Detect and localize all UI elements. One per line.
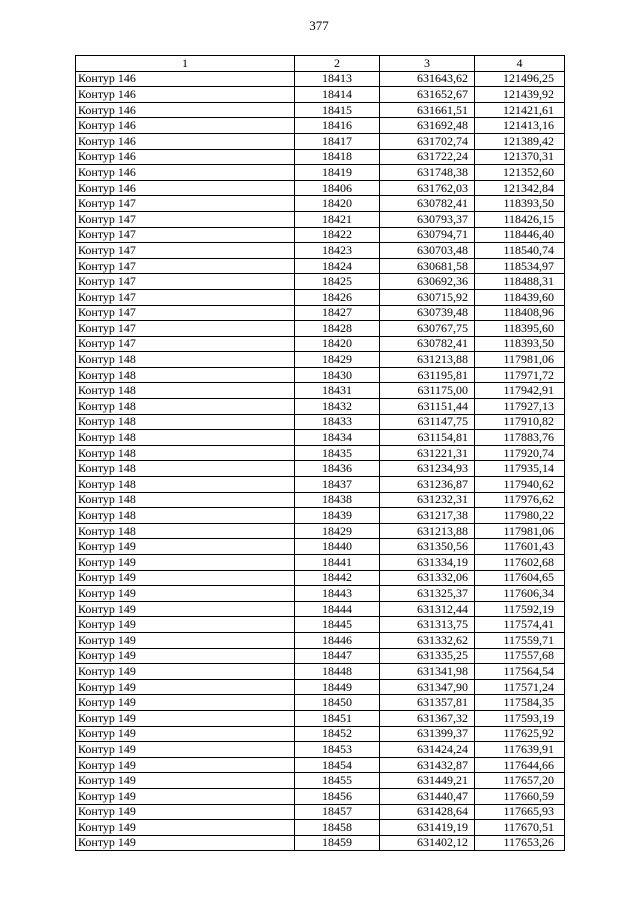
contour-name-cell: Контур 147: [76, 289, 295, 305]
point-number-cell: 18442: [295, 570, 380, 586]
table-row: [76, 477, 565, 493]
table-row: [76, 321, 565, 337]
x-coordinate-cell: 631213,88: [380, 523, 475, 539]
table-row: [76, 523, 565, 539]
x-coordinate-cell: 631147,75: [380, 414, 475, 430]
x-coordinate-cell: 631332,62: [380, 632, 475, 648]
table-row: [76, 243, 565, 259]
contour-name-cell: Контур 148: [76, 477, 295, 493]
x-coordinate-cell: 631440,47: [380, 788, 475, 804]
table-row: [76, 461, 565, 477]
table-row: [76, 87, 565, 103]
x-coordinate-cell: 631702,74: [380, 133, 475, 149]
x-coordinate-cell: 631154,81: [380, 430, 475, 446]
table-row: [76, 274, 565, 290]
contour-name-cell: Контур 148: [76, 414, 295, 430]
contour-name-cell: Контур 148: [76, 508, 295, 524]
table-row: [76, 835, 565, 851]
point-number-cell: 18431: [295, 383, 380, 399]
x-coordinate-cell: 631419,19: [380, 820, 475, 836]
x-coordinate-cell: 631643,62: [380, 71, 475, 87]
point-number-cell: 18444: [295, 601, 380, 617]
contour-name-cell: Контур 148: [76, 367, 295, 383]
table-row: [76, 679, 565, 695]
contour-name-cell: Контур 149: [76, 679, 295, 695]
x-coordinate-cell: 631399,37: [380, 726, 475, 742]
y-coordinate-cell: 117564,54: [475, 664, 565, 680]
point-number-cell: 18459: [295, 835, 380, 851]
point-number-cell: 18424: [295, 258, 380, 274]
table-row: [76, 180, 565, 196]
x-coordinate-cell: 631661,51: [380, 102, 475, 118]
x-coordinate-cell: 631424,24: [380, 742, 475, 758]
contour-name-cell: Контур 149: [76, 695, 295, 711]
point-number-cell: 18456: [295, 788, 380, 804]
y-coordinate-cell: 118393,50: [475, 336, 565, 352]
point-number-cell: 18420: [295, 196, 380, 212]
point-number-cell: 18420: [295, 336, 380, 352]
contour-name-cell: Контур 149: [76, 586, 295, 602]
y-coordinate-cell: 121439,92: [475, 87, 565, 103]
x-coordinate-cell: 630793,37: [380, 211, 475, 227]
table-row: [76, 414, 565, 430]
y-coordinate-cell: 118446,40: [475, 227, 565, 243]
contour-name-cell: Контур 149: [76, 835, 295, 851]
contour-name-cell: Контур 149: [76, 742, 295, 758]
contour-name-cell: Контур 149: [76, 648, 295, 664]
y-coordinate-cell: 117559,71: [475, 632, 565, 648]
contour-name-cell: Контур 149: [76, 570, 295, 586]
x-coordinate-cell: 631151,44: [380, 399, 475, 415]
y-coordinate-cell: 117981,06: [475, 352, 565, 368]
y-coordinate-cell: 117935,14: [475, 461, 565, 477]
y-coordinate-cell: 117604,65: [475, 570, 565, 586]
table-row: [76, 305, 565, 321]
contour-name-cell: Контур 149: [76, 601, 295, 617]
table-row: [76, 788, 565, 804]
table-row: [76, 726, 565, 742]
column-header-2: 2: [295, 56, 380, 72]
y-coordinate-cell: 117940,62: [475, 477, 565, 493]
contour-name-cell: Контур 148: [76, 383, 295, 399]
y-coordinate-cell: 117593,19: [475, 710, 565, 726]
point-number-cell: 18406: [295, 180, 380, 196]
y-coordinate-cell: 117980,22: [475, 508, 565, 524]
table-row: [76, 289, 565, 305]
y-coordinate-cell: 121352,60: [475, 165, 565, 181]
point-number-cell: 18458: [295, 820, 380, 836]
point-number-cell: 18454: [295, 757, 380, 773]
x-coordinate-cell: 630692,36: [380, 274, 475, 290]
point-number-cell: 18426: [295, 289, 380, 305]
point-number-cell: 18436: [295, 461, 380, 477]
table-row: [76, 601, 565, 617]
contour-name-cell: Контур 147: [76, 227, 295, 243]
point-number-cell: 18427: [295, 305, 380, 321]
contour-name-cell: Контур 149: [76, 788, 295, 804]
point-number-cell: 18428: [295, 321, 380, 337]
point-number-cell: 18449: [295, 679, 380, 695]
point-number-cell: 18430: [295, 367, 380, 383]
table-row: [76, 211, 565, 227]
contour-name-cell: Контур 147: [76, 211, 295, 227]
x-coordinate-cell: 630681,58: [380, 258, 475, 274]
y-coordinate-cell: 117942,91: [475, 383, 565, 399]
point-number-cell: 18443: [295, 586, 380, 602]
contour-name-cell: Контур 148: [76, 492, 295, 508]
point-number-cell: 18425: [295, 274, 380, 290]
contour-name-cell: Контур 149: [76, 664, 295, 680]
y-coordinate-cell: 117601,43: [475, 539, 565, 555]
point-number-cell: 18419: [295, 165, 380, 181]
table-row: [76, 664, 565, 680]
y-coordinate-cell: 118395,60: [475, 321, 565, 337]
table-header-row: [76, 56, 565, 72]
y-coordinate-cell: 121421,61: [475, 102, 565, 118]
y-coordinate-cell: 117981,06: [475, 523, 565, 539]
table-row: [76, 196, 565, 212]
point-number-cell: 18429: [295, 352, 380, 368]
point-number-cell: 18433: [295, 414, 380, 430]
x-coordinate-cell: 631432,87: [380, 757, 475, 773]
point-number-cell: 18447: [295, 648, 380, 664]
contour-name-cell: Контур 148: [76, 430, 295, 446]
contour-name-cell: Контур 148: [76, 399, 295, 415]
x-coordinate-cell: 631232,31: [380, 492, 475, 508]
contour-name-cell: Контур 148: [76, 461, 295, 477]
x-coordinate-cell: 630794,71: [380, 227, 475, 243]
x-coordinate-cell: 631402,12: [380, 835, 475, 851]
contour-name-cell: Контур 148: [76, 352, 295, 368]
x-coordinate-cell: 631325,37: [380, 586, 475, 602]
point-number-cell: 18432: [295, 399, 380, 415]
contour-name-cell: Контур 147: [76, 305, 295, 321]
y-coordinate-cell: 117660,59: [475, 788, 565, 804]
contour-name-cell: Контур 149: [76, 820, 295, 836]
y-coordinate-cell: 118534,97: [475, 258, 565, 274]
contour-name-cell: Контур 147: [76, 196, 295, 212]
y-coordinate-cell: 121370,31: [475, 149, 565, 165]
table-row: [76, 539, 565, 555]
table-header: [76, 56, 565, 72]
y-coordinate-cell: 117653,26: [475, 835, 565, 851]
table-row: [76, 820, 565, 836]
point-number-cell: 18413: [295, 71, 380, 87]
contour-name-cell: Контур 146: [76, 87, 295, 103]
y-coordinate-cell: 117574,41: [475, 617, 565, 633]
y-coordinate-cell: 117644,66: [475, 757, 565, 773]
y-coordinate-cell: 118488,31: [475, 274, 565, 290]
point-number-cell: 18437: [295, 477, 380, 493]
point-number-cell: 18417: [295, 133, 380, 149]
y-coordinate-cell: 117910,82: [475, 414, 565, 430]
contour-name-cell: Контур 147: [76, 243, 295, 259]
table-row: [76, 399, 565, 415]
contour-name-cell: Контур 146: [76, 133, 295, 149]
x-coordinate-cell: 631341,98: [380, 664, 475, 680]
contour-name-cell: Контур 146: [76, 149, 295, 165]
table-row: [76, 695, 565, 711]
table-row: [76, 710, 565, 726]
contour-name-cell: Контур 147: [76, 258, 295, 274]
table-row: [76, 258, 565, 274]
x-coordinate-cell: 631722,24: [380, 149, 475, 165]
x-coordinate-cell: 631367,32: [380, 710, 475, 726]
y-coordinate-cell: 117670,51: [475, 820, 565, 836]
contour-name-cell: Контур 149: [76, 632, 295, 648]
table-row: [76, 617, 565, 633]
y-coordinate-cell: 118408,96: [475, 305, 565, 321]
y-coordinate-cell: 121389,42: [475, 133, 565, 149]
x-coordinate-cell: 631652,67: [380, 87, 475, 103]
table-row: [76, 445, 565, 461]
x-coordinate-cell: 630782,41: [380, 196, 475, 212]
table-row: [76, 804, 565, 820]
point-number-cell: 18446: [295, 632, 380, 648]
contour-name-cell: Контур 148: [76, 445, 295, 461]
contour-name-cell: Контур 149: [76, 804, 295, 820]
table-row: [76, 648, 565, 664]
point-number-cell: 18452: [295, 726, 380, 742]
y-coordinate-cell: 121496,25: [475, 71, 565, 87]
table-row: [76, 352, 565, 368]
x-coordinate-cell: 631748,38: [380, 165, 475, 181]
table-body: [76, 71, 565, 851]
x-coordinate-cell: 630782,41: [380, 336, 475, 352]
table-row: [76, 336, 565, 352]
point-number-cell: 18450: [295, 695, 380, 711]
y-coordinate-cell: 117883,76: [475, 430, 565, 446]
x-coordinate-cell: 631428,64: [380, 804, 475, 820]
contour-name-cell: Контур 146: [76, 118, 295, 134]
table-row: [76, 71, 565, 87]
table-row: [76, 165, 565, 181]
contour-name-cell: Контур 149: [76, 726, 295, 742]
x-coordinate-cell: 631350,56: [380, 539, 475, 555]
contour-name-cell: Контур 147: [76, 336, 295, 352]
x-coordinate-cell: 631234,93: [380, 461, 475, 477]
y-coordinate-cell: 117665,93: [475, 804, 565, 820]
x-coordinate-cell: 631312,44: [380, 601, 475, 617]
contour-name-cell: Контур 149: [76, 617, 295, 633]
table-row: [76, 492, 565, 508]
x-coordinate-cell: 631313,75: [380, 617, 475, 633]
point-number-cell: 18457: [295, 804, 380, 820]
x-coordinate-cell: 631195,81: [380, 367, 475, 383]
y-coordinate-cell: 118439,60: [475, 289, 565, 305]
coordinates-table: [75, 55, 565, 851]
x-coordinate-cell: 631449,21: [380, 773, 475, 789]
point-number-cell: 18453: [295, 742, 380, 758]
table-row: [76, 742, 565, 758]
table-row: [76, 133, 565, 149]
contour-name-cell: Контур 146: [76, 102, 295, 118]
x-coordinate-cell: 630739,48: [380, 305, 475, 321]
x-coordinate-cell: 631347,90: [380, 679, 475, 695]
table-row: [76, 367, 565, 383]
table-row: [76, 586, 565, 602]
point-number-cell: 18451: [295, 710, 380, 726]
x-coordinate-cell: 631334,19: [380, 555, 475, 571]
y-coordinate-cell: 117602,68: [475, 555, 565, 571]
y-coordinate-cell: 117927,13: [475, 399, 565, 415]
y-coordinate-cell: 117971,72: [475, 367, 565, 383]
y-coordinate-cell: 118426,15: [475, 211, 565, 227]
y-coordinate-cell: 117592,19: [475, 601, 565, 617]
y-coordinate-cell: 117657,20: [475, 773, 565, 789]
table-row: [76, 773, 565, 789]
point-number-cell: 18416: [295, 118, 380, 134]
y-coordinate-cell: 117625,92: [475, 726, 565, 742]
x-coordinate-cell: 630767,75: [380, 321, 475, 337]
table-row: [76, 570, 565, 586]
contour-name-cell: Контур 146: [76, 71, 295, 87]
contour-name-cell: Контур 146: [76, 180, 295, 196]
point-number-cell: 18440: [295, 539, 380, 555]
point-number-cell: 18445: [295, 617, 380, 633]
x-coordinate-cell: 630715,92: [380, 289, 475, 305]
table-row: [76, 102, 565, 118]
point-number-cell: 18435: [295, 445, 380, 461]
point-number-cell: 18415: [295, 102, 380, 118]
contour-name-cell: Контур 147: [76, 274, 295, 290]
point-number-cell: 18455: [295, 773, 380, 789]
contour-name-cell: Контур 149: [76, 773, 295, 789]
table-row: [76, 757, 565, 773]
contour-name-cell: Контур 149: [76, 539, 295, 555]
y-coordinate-cell: 117920,74: [475, 445, 565, 461]
x-coordinate-cell: 631175,00: [380, 383, 475, 399]
x-coordinate-cell: 631332,06: [380, 570, 475, 586]
point-number-cell: 18418: [295, 149, 380, 165]
contour-name-cell: Контур 149: [76, 710, 295, 726]
column-header-1: 1: [76, 56, 295, 72]
y-coordinate-cell: 117639,91: [475, 742, 565, 758]
table-row: [76, 508, 565, 524]
y-coordinate-cell: 117976,62: [475, 492, 565, 508]
x-coordinate-cell: 630703,48: [380, 243, 475, 259]
point-number-cell: 18434: [295, 430, 380, 446]
point-number-cell: 18423: [295, 243, 380, 259]
point-number-cell: 18429: [295, 523, 380, 539]
point-number-cell: 18448: [295, 664, 380, 680]
x-coordinate-cell: 631236,87: [380, 477, 475, 493]
point-number-cell: 18421: [295, 211, 380, 227]
contour-name-cell: Контур 147: [76, 321, 295, 337]
point-number-cell: 18441: [295, 555, 380, 571]
point-number-cell: 18414: [295, 87, 380, 103]
y-coordinate-cell: 117571,24: [475, 679, 565, 695]
table-row: [76, 632, 565, 648]
y-coordinate-cell: 121413,16: [475, 118, 565, 134]
point-number-cell: 18439: [295, 508, 380, 524]
column-header-4: 4: [475, 56, 565, 72]
contour-name-cell: Контур 149: [76, 757, 295, 773]
page-number: 377: [309, 18, 329, 33]
y-coordinate-cell: 121342,84: [475, 180, 565, 196]
y-coordinate-cell: 117584,35: [475, 695, 565, 711]
table-row: [76, 149, 565, 165]
table-row: [76, 383, 565, 399]
point-number-cell: 18438: [295, 492, 380, 508]
x-coordinate-cell: 631217,38: [380, 508, 475, 524]
contour-name-cell: Контур 148: [76, 523, 295, 539]
y-coordinate-cell: 118540,74: [475, 243, 565, 259]
column-header-3: 3: [380, 56, 475, 72]
x-coordinate-cell: 631213,88: [380, 352, 475, 368]
table-row: [76, 555, 565, 571]
y-coordinate-cell: 118393,50: [475, 196, 565, 212]
x-coordinate-cell: 631692,48: [380, 118, 475, 134]
y-coordinate-cell: 117606,34: [475, 586, 565, 602]
point-number-cell: 18422: [295, 227, 380, 243]
x-coordinate-cell: 631335,25: [380, 648, 475, 664]
x-coordinate-cell: 631762,03: [380, 180, 475, 196]
x-coordinate-cell: 631221,31: [380, 445, 475, 461]
contour-name-cell: Контур 146: [76, 165, 295, 181]
contour-name-cell: Контур 149: [76, 555, 295, 571]
table-row: [76, 118, 565, 134]
x-coordinate-cell: 631357,81: [380, 695, 475, 711]
table-row: [76, 227, 565, 243]
y-coordinate-cell: 117557,68: [475, 648, 565, 664]
table-row: [76, 430, 565, 446]
